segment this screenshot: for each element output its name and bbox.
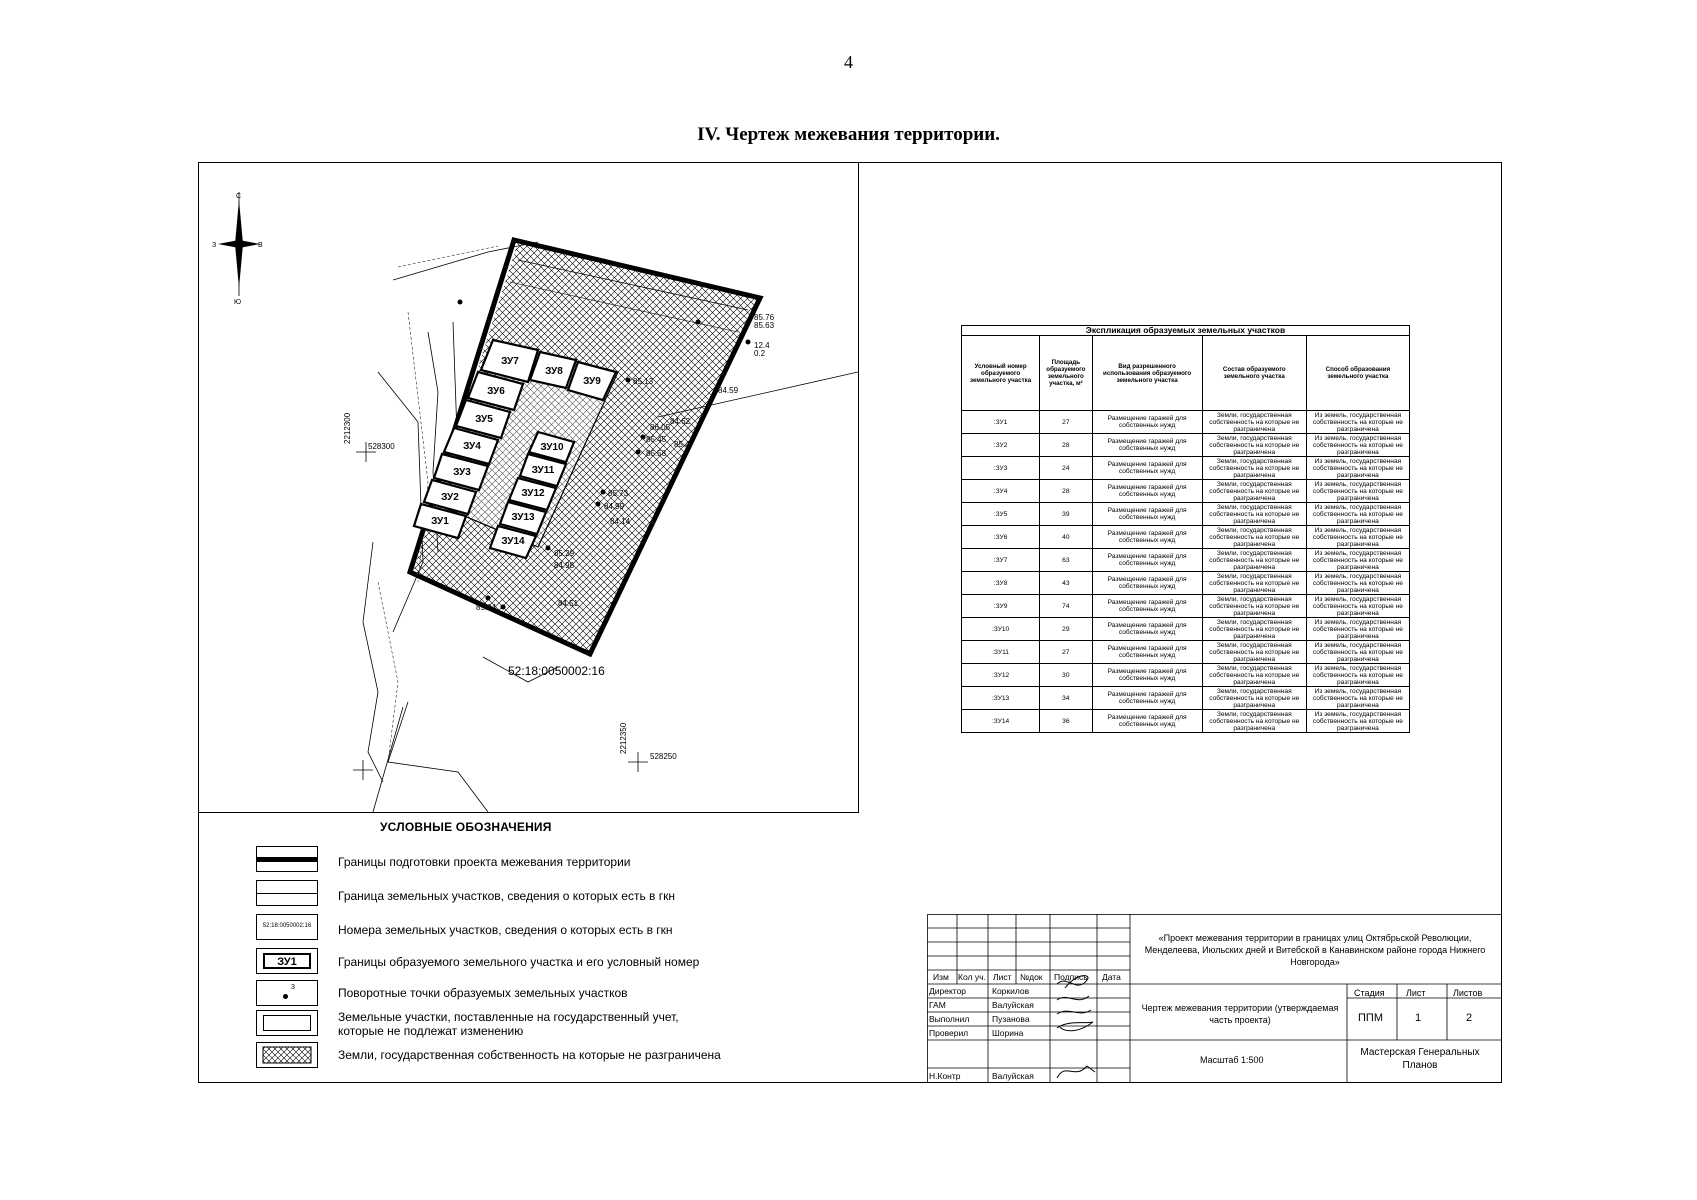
plot-label: ЗУ8 <box>545 366 563 377</box>
legend-sample-cadastral: 52:18:0050002:16 <box>262 923 312 929</box>
legend-cadastral-number-symbol <box>256 914 318 940</box>
stamp-role: ГАМ <box>929 1000 946 1010</box>
table-row <box>962 595 1410 618</box>
table-row <box>962 664 1410 687</box>
plot-label: ЗУ4 <box>463 441 481 452</box>
stamp-sheet-label: Лист <box>1406 988 1426 998</box>
elevation-label: 12.4 <box>754 341 770 350</box>
south-label: Ю <box>234 299 242 306</box>
table-cell: Размещение гаражей для собственных нужд <box>1092 641 1202 664</box>
plot-label: ЗУ14 <box>501 536 525 547</box>
table-cell: 74 <box>1040 595 1092 618</box>
table-row <box>962 434 1410 457</box>
table-cell: 29 <box>1040 618 1092 641</box>
stamp-role: Н.Контр <box>929 1071 961 1081</box>
east-label: В <box>258 242 263 249</box>
table-cell: 39 <box>1040 503 1092 526</box>
table-cell: 34 <box>1040 687 1092 710</box>
legend-item: Поворотные точки образуемых земельных участков <box>338 986 628 1000</box>
table-cell: Размещение гаражей для собственных нужд <box>1092 480 1202 503</box>
table-cell: Из земель, государственная собственность на которые не разграничена <box>1306 503 1409 526</box>
table-cell: :ЗУ11 <box>962 641 1040 664</box>
table-cell: Из земель, государственная собственность на которые не разграничена <box>1306 618 1409 641</box>
plot-label: ЗУ3 <box>453 467 471 478</box>
table-cell: Из земель, государственная собственность на которые не разграничена <box>1306 572 1409 595</box>
elevation-label: 85.13 <box>633 377 654 386</box>
plot-label: ЗУ5 <box>475 414 493 425</box>
table-cell: Земли, государственная собственность на которые не разграничена <box>1202 572 1306 595</box>
plot-label: ЗУ13 <box>511 512 535 523</box>
elevation-label: 85.04 <box>476 603 497 612</box>
table-cell: Земли, государственная собственность на которые не разграничена <box>1202 503 1306 526</box>
plot-label: ЗУ2 <box>441 492 459 503</box>
page-title: IV. Чертеж межевания территории. <box>697 124 1000 145</box>
stamp-sheet: 1 <box>1415 1012 1422 1024</box>
table-cell: :ЗУ4 <box>962 480 1040 503</box>
table-cell: Размещение гаражей для собственных нужд <box>1092 411 1202 434</box>
elevation-label: 84.99 <box>604 502 625 511</box>
stamp-name: Коркилов <box>992 986 1030 996</box>
elevation-label: 86.05 <box>650 423 671 432</box>
plot-label: ЗУ1 <box>431 516 449 527</box>
stamp-col-header: Дата <box>1102 972 1121 982</box>
column-header: Способ образования земельного участка <box>1306 336 1409 411</box>
table-cell: :ЗУ3 <box>962 457 1040 480</box>
north-arrow-icon <box>212 192 263 306</box>
table-cell: Размещение гаражей для собственных нужд <box>1092 457 1202 480</box>
table-cell: :ЗУ2 <box>962 434 1040 457</box>
table-cell: Размещение гаражей для собственных нужд <box>1092 618 1202 641</box>
table-row <box>962 572 1410 595</box>
table-row <box>962 503 1410 526</box>
elevation-label: 85.58 <box>646 449 667 458</box>
table-row <box>962 411 1410 434</box>
elevation-label: 84.14 <box>610 517 631 526</box>
elevation-label: 85.45 <box>646 435 667 444</box>
table-cell: 40 <box>1040 526 1092 549</box>
plot-label: ЗУ6 <box>487 386 505 397</box>
legend-cadastral-boundary-symbol <box>256 880 318 906</box>
table-cell: Из земель, государственная собственность на которые не разграничена <box>1306 641 1409 664</box>
table-cell: Земли, государственная собственность на которые не разграничена <box>1202 480 1306 503</box>
table-cell: Размещение гаражей для собственных нужд <box>1092 503 1202 526</box>
stamp-organization: Мастерская Генеральных Планов <box>1360 1047 1480 1071</box>
table-cell: Из земель, государственная собственность на которые не разграничена <box>1306 434 1409 457</box>
legend-plot-symbol <box>256 948 318 974</box>
stamp-name: Шорина <box>992 1028 1024 1038</box>
table-cell: Из земель, государственная собственность на которые не разграничена <box>1306 480 1409 503</box>
table-cell: Земли, государственная собственность на которые не разграничена <box>1202 549 1306 572</box>
table-cell: Размещение гаражей для собственных нужд <box>1092 572 1202 595</box>
stamp-name: Валуйская <box>992 1000 1034 1010</box>
elevation-label: 84.98 <box>554 561 575 570</box>
coord-x2: 528250 <box>650 752 677 761</box>
legend-point-symbol <box>256 980 318 1006</box>
table-cell: 36 <box>1040 710 1092 733</box>
legend-item: Границы образуемого земельного участка и его условный номер <box>338 955 700 969</box>
table-cell: Из земель, государственная собственность на которые не разграничена <box>1306 687 1409 710</box>
stamp-scale: Масштаб 1:500 <box>1200 1055 1264 1065</box>
table-cell: 27 <box>1040 411 1092 434</box>
column-header: Состав образуемого земельного участка <box>1202 336 1306 411</box>
table-cell: Размещение гаражей для собственных нужд <box>1092 710 1202 733</box>
plot-label: ЗУ12 <box>521 488 545 499</box>
stamp-col-header: Кол уч. <box>958 972 986 982</box>
stamp-role: Проверил <box>929 1028 969 1038</box>
table-cell: Из земель, государственная собственность на которые не разграничена <box>1306 411 1409 434</box>
stamp-role: Директор <box>929 986 967 996</box>
table-cell: 63 <box>1040 549 1092 572</box>
page-number: 4 <box>844 52 853 72</box>
table-cell: Размещение гаражей для собственных нужд <box>1092 687 1202 710</box>
table-row <box>962 710 1410 733</box>
table-cell: Размещение гаражей для собственных нужд <box>1092 595 1202 618</box>
plot-label: ЗУ9 <box>583 376 601 387</box>
table-cell: Земли, государственная собственность на которые не разграничена <box>1202 618 1306 641</box>
stamp-stage: ППМ <box>1358 1012 1383 1024</box>
plot-label: ЗУ7 <box>501 356 519 367</box>
legend-sample-point: 3 <box>291 984 295 991</box>
legend-title: УСЛОВНЫЕ ОБОЗНАЧЕНИЯ <box>380 820 552 834</box>
table-cell: Земли, государственная собственность на которые не разграничена <box>1202 457 1306 480</box>
table-cell: :ЗУ6 <box>962 526 1040 549</box>
coord-y2: 2212350 <box>619 722 628 754</box>
stamp-sheet-title: Чертеж межевания территории (утверждаемая часть проекта) <box>1141 1003 1339 1025</box>
stamp-sheets-label: Листов <box>1453 988 1483 998</box>
table-cell: :ЗУ14 <box>962 710 1040 733</box>
table-row <box>962 480 1410 503</box>
stamp-project-name: «Проект межевания территории в границах улиц Октябрьской Революции, Менделеева, Июльских дней и Витебской в Канавинском районе города Нижнего Новгорода» <box>1144 933 1486 967</box>
legend-state-land-symbol <box>256 1042 318 1068</box>
table-cell: 30 <box>1040 664 1092 687</box>
elevation-label: 84.62 <box>670 417 691 426</box>
legend-sample-plot: ЗУ1 <box>263 953 311 969</box>
table-row <box>962 526 1410 549</box>
legend-item: Земли, государственная собственность на которые не разграничена <box>338 1048 721 1062</box>
north-label: С <box>236 193 242 200</box>
elevation-label: 84.59 <box>718 386 739 395</box>
table-cell: Из земель, государственная собственность на которые не разграничена <box>1306 526 1409 549</box>
table-cell: Земли, государственная собственность на которые не разграничена <box>1202 595 1306 618</box>
table-row <box>962 618 1410 641</box>
stamp-col-header: Изм <box>933 972 949 982</box>
stamp-name: Валуйская <box>992 1071 1034 1081</box>
table-cell: Из земель, государственная собственность на которые не разграничена <box>1306 549 1409 572</box>
table-cell: Размещение гаражей для собственных нужд <box>1092 526 1202 549</box>
signature-icon <box>1057 976 1095 1078</box>
coord-y1: 2212300 <box>343 412 352 444</box>
table-cell: 43 <box>1040 572 1092 595</box>
table-cell: :ЗУ8 <box>962 572 1040 595</box>
table-cell: :ЗУ1 <box>962 411 1040 434</box>
stamp-sheets: 2 <box>1466 1012 1473 1024</box>
table-cell: :ЗУ13 <box>962 687 1040 710</box>
stamp-name: Пузанова <box>992 1014 1030 1024</box>
table-cell: Размещение гаражей для собственных нужд <box>1092 664 1202 687</box>
stamp-col-header: Подпись <box>1054 972 1088 982</box>
table-cell: :ЗУ9 <box>962 595 1040 618</box>
table-row <box>962 641 1410 664</box>
legend-item: Земельные участки, поставленные на государственный учет, которые не подлежат изменению <box>338 1010 679 1038</box>
table-cell: 24 <box>1040 457 1092 480</box>
coord-x1: 528300 <box>368 442 395 451</box>
survey-map <box>198 162 858 812</box>
table-cell: Земли, государственная собственность на которые не разграничена <box>1202 434 1306 457</box>
table-cell: 27 <box>1040 641 1092 664</box>
stamp-role: Выполнил <box>929 1014 970 1024</box>
table-cell: Земли, государственная собственность на которые не разграничена <box>1202 526 1306 549</box>
stamp-stage-label: Стадия <box>1354 988 1385 998</box>
table-cell: Из земель, государственная собственность на которые не разграничена <box>1306 664 1409 687</box>
table-cell: Земли, государственная собственность на которые не разграничена <box>1202 710 1306 733</box>
elevation-label: 85.4 <box>674 440 690 449</box>
column-header: Условный номер образуемого земельного участка <box>962 336 1040 411</box>
table-row <box>962 457 1410 480</box>
elevation-label: 85.73 <box>608 489 629 498</box>
elevation-label: 85.76 <box>754 313 775 322</box>
table-cell: Земли, государственная собственность на которые не разграничена <box>1202 411 1306 434</box>
table-cell: :ЗУ12 <box>962 664 1040 687</box>
explication-table <box>961 325 1410 733</box>
plot-label: ЗУ10 <box>540 442 564 453</box>
table-cell: Размещение гаражей для собственных нужд <box>1092 434 1202 457</box>
elevation-label: 84.51 <box>558 599 579 608</box>
legend-registered-plot-symbol <box>256 1010 318 1036</box>
explication-title: Экспликация образуемых земельных участков <box>962 326 1410 336</box>
column-header: Площадь образуемого земельного участка, м² <box>1040 336 1092 411</box>
stamp-col-header: Лист <box>993 972 1012 982</box>
table-cell: :ЗУ10 <box>962 618 1040 641</box>
elevation-label: 0.2 <box>754 349 766 358</box>
table-cell: Из земель, государственная собственность на которые не разграничена <box>1306 457 1409 480</box>
legend-project-boundary-symbol <box>256 846 318 872</box>
table-cell: Из земель, государственная собственность на которые не разграничена <box>1306 595 1409 618</box>
table-cell: Размещение гаражей для собственных нужд <box>1092 549 1202 572</box>
table-cell: Земли, государственная собственность на которые не разграничена <box>1202 687 1306 710</box>
legend-item: Границы подготовки проекта межевания территории <box>338 855 631 869</box>
plot-label: ЗУ11 <box>531 465 555 476</box>
table-cell: Земли, государственная собственность на которые не разграничена <box>1202 641 1306 664</box>
table-cell: Земли, государственная собственность на которые не разграничена <box>1202 664 1306 687</box>
table-cell: 28 <box>1040 434 1092 457</box>
stamp-col-header: №док <box>1020 972 1043 982</box>
legend-item: Граница земельных участков, сведения о которых есть в гкн <box>338 889 675 903</box>
table-row <box>962 549 1410 572</box>
cadastral-number: 52:18:0050002:16 <box>508 664 605 678</box>
column-header: Вид разрешенного использования образуемого земельного участка <box>1092 336 1202 411</box>
table-cell: Из земель, государственная собственность на которые не разграничена <box>1306 710 1409 733</box>
table-cell: 28 <box>1040 480 1092 503</box>
table-cell: :ЗУ5 <box>962 503 1040 526</box>
west-label: З <box>212 242 217 249</box>
elevation-label: 85.29 <box>554 549 575 558</box>
table-cell: :ЗУ7 <box>962 549 1040 572</box>
table-row <box>962 687 1410 710</box>
elevation-label: 85.63 <box>754 321 775 330</box>
legend-item: Номера земельных участков, сведения о которых есть в гкн <box>338 923 673 937</box>
